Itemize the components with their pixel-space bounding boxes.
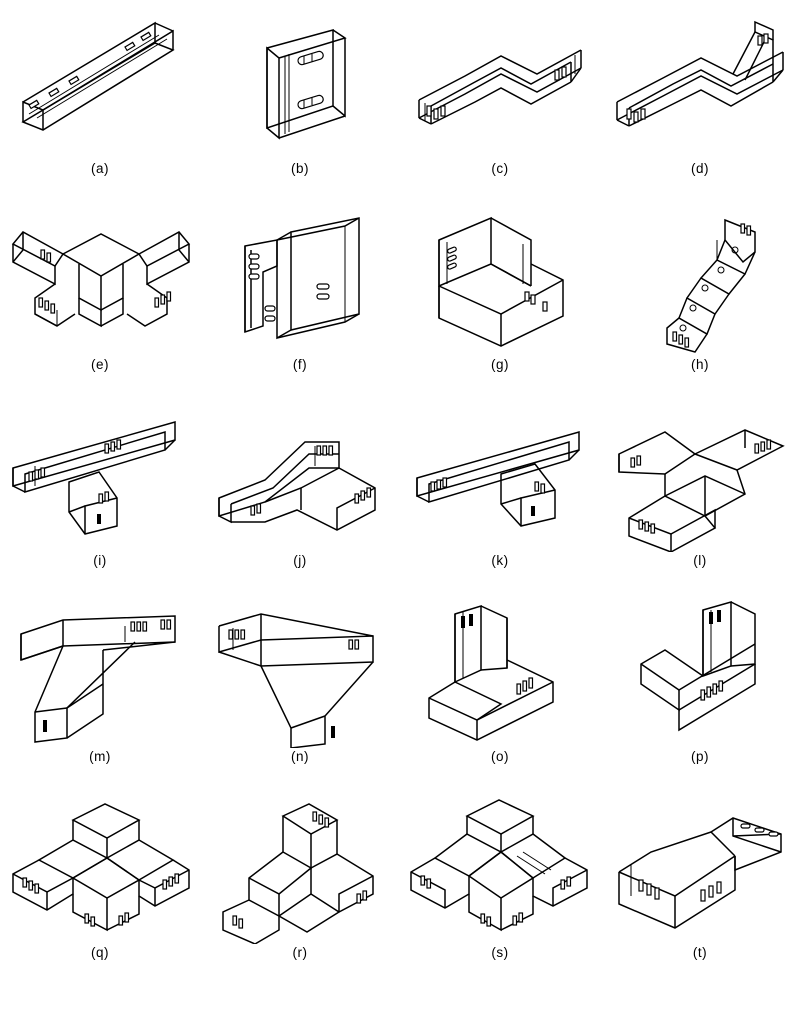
figure-caption: (k) (491, 553, 509, 568)
figure-cell-l (600, 402, 800, 598)
figure-caption: (b) (291, 161, 309, 176)
vertical-tee-outside-left (5, 598, 195, 748)
figure-caption: (r) (292, 945, 308, 960)
horizontal-elbow-90 (405, 10, 595, 160)
figure-cell-c (400, 10, 600, 206)
figure-caption: (n) (291, 749, 309, 764)
horizontal-tee-reducer-right (405, 402, 595, 552)
figure-cell-o (400, 598, 600, 794)
figure-caption: (c) (491, 161, 509, 176)
adjustable-vertical-elbow (605, 206, 795, 356)
figure-caption: (m) (89, 749, 111, 764)
figure-caption: (s) (491, 945, 509, 960)
horizontal-tee-reducer-left (5, 402, 195, 552)
figure-caption: (g) (491, 357, 509, 372)
figure-cell-q (0, 794, 200, 990)
figure-cell-s (400, 794, 600, 990)
four-way-cross-box (5, 794, 195, 944)
figure-caption: (i) (93, 553, 107, 568)
figure-caption: (t) (692, 945, 708, 960)
vertical-tee-outside-right (205, 598, 395, 748)
figure-cell-b (200, 10, 400, 206)
figure-cell-n (200, 598, 400, 794)
figure-cell-f (200, 206, 400, 402)
horizontal-tee (605, 10, 795, 160)
horizontal-cross (5, 206, 195, 356)
figure-cell-a (0, 10, 200, 206)
figure-cell-h (600, 206, 800, 402)
figure-cell-m (0, 598, 200, 794)
figure-cell-g (400, 206, 600, 402)
figure-caption: (e) (91, 357, 109, 372)
figure-caption: (a) (91, 161, 109, 176)
figure-cell-e (0, 206, 200, 402)
vertical-elbow-inside (405, 206, 595, 356)
figure-caption: (l) (693, 553, 707, 568)
offset-reducer-tee (205, 402, 395, 552)
figure-caption: (q) (91, 945, 109, 960)
reducer-straight-section (605, 794, 795, 944)
figure-cell-r (200, 794, 400, 990)
straight-tray-section (5, 10, 195, 160)
figure-cell-d (600, 10, 800, 206)
figure-caption: (o) (491, 749, 509, 764)
splice-plate-connector (205, 10, 395, 160)
vertical-tee-up-left (405, 598, 595, 748)
figure-cell-k (400, 402, 600, 598)
vertical-riser-bracket (205, 206, 395, 356)
figure-cell-j (200, 402, 400, 598)
vertical-tee-down (605, 402, 795, 552)
vertical-cross-riser (205, 794, 395, 944)
figure-caption: (d) (691, 161, 709, 176)
figure-caption: (p) (691, 749, 709, 764)
figure-cell-i (0, 402, 200, 598)
figure-caption: (h) (691, 357, 709, 372)
figure-caption: (f) (292, 357, 308, 372)
figure-cell-p (600, 598, 800, 794)
figure-caption: (j) (293, 553, 307, 568)
vertical-tee-up-right (605, 598, 795, 748)
figure-cell-t (600, 794, 800, 990)
four-way-cross-raised (405, 794, 595, 944)
